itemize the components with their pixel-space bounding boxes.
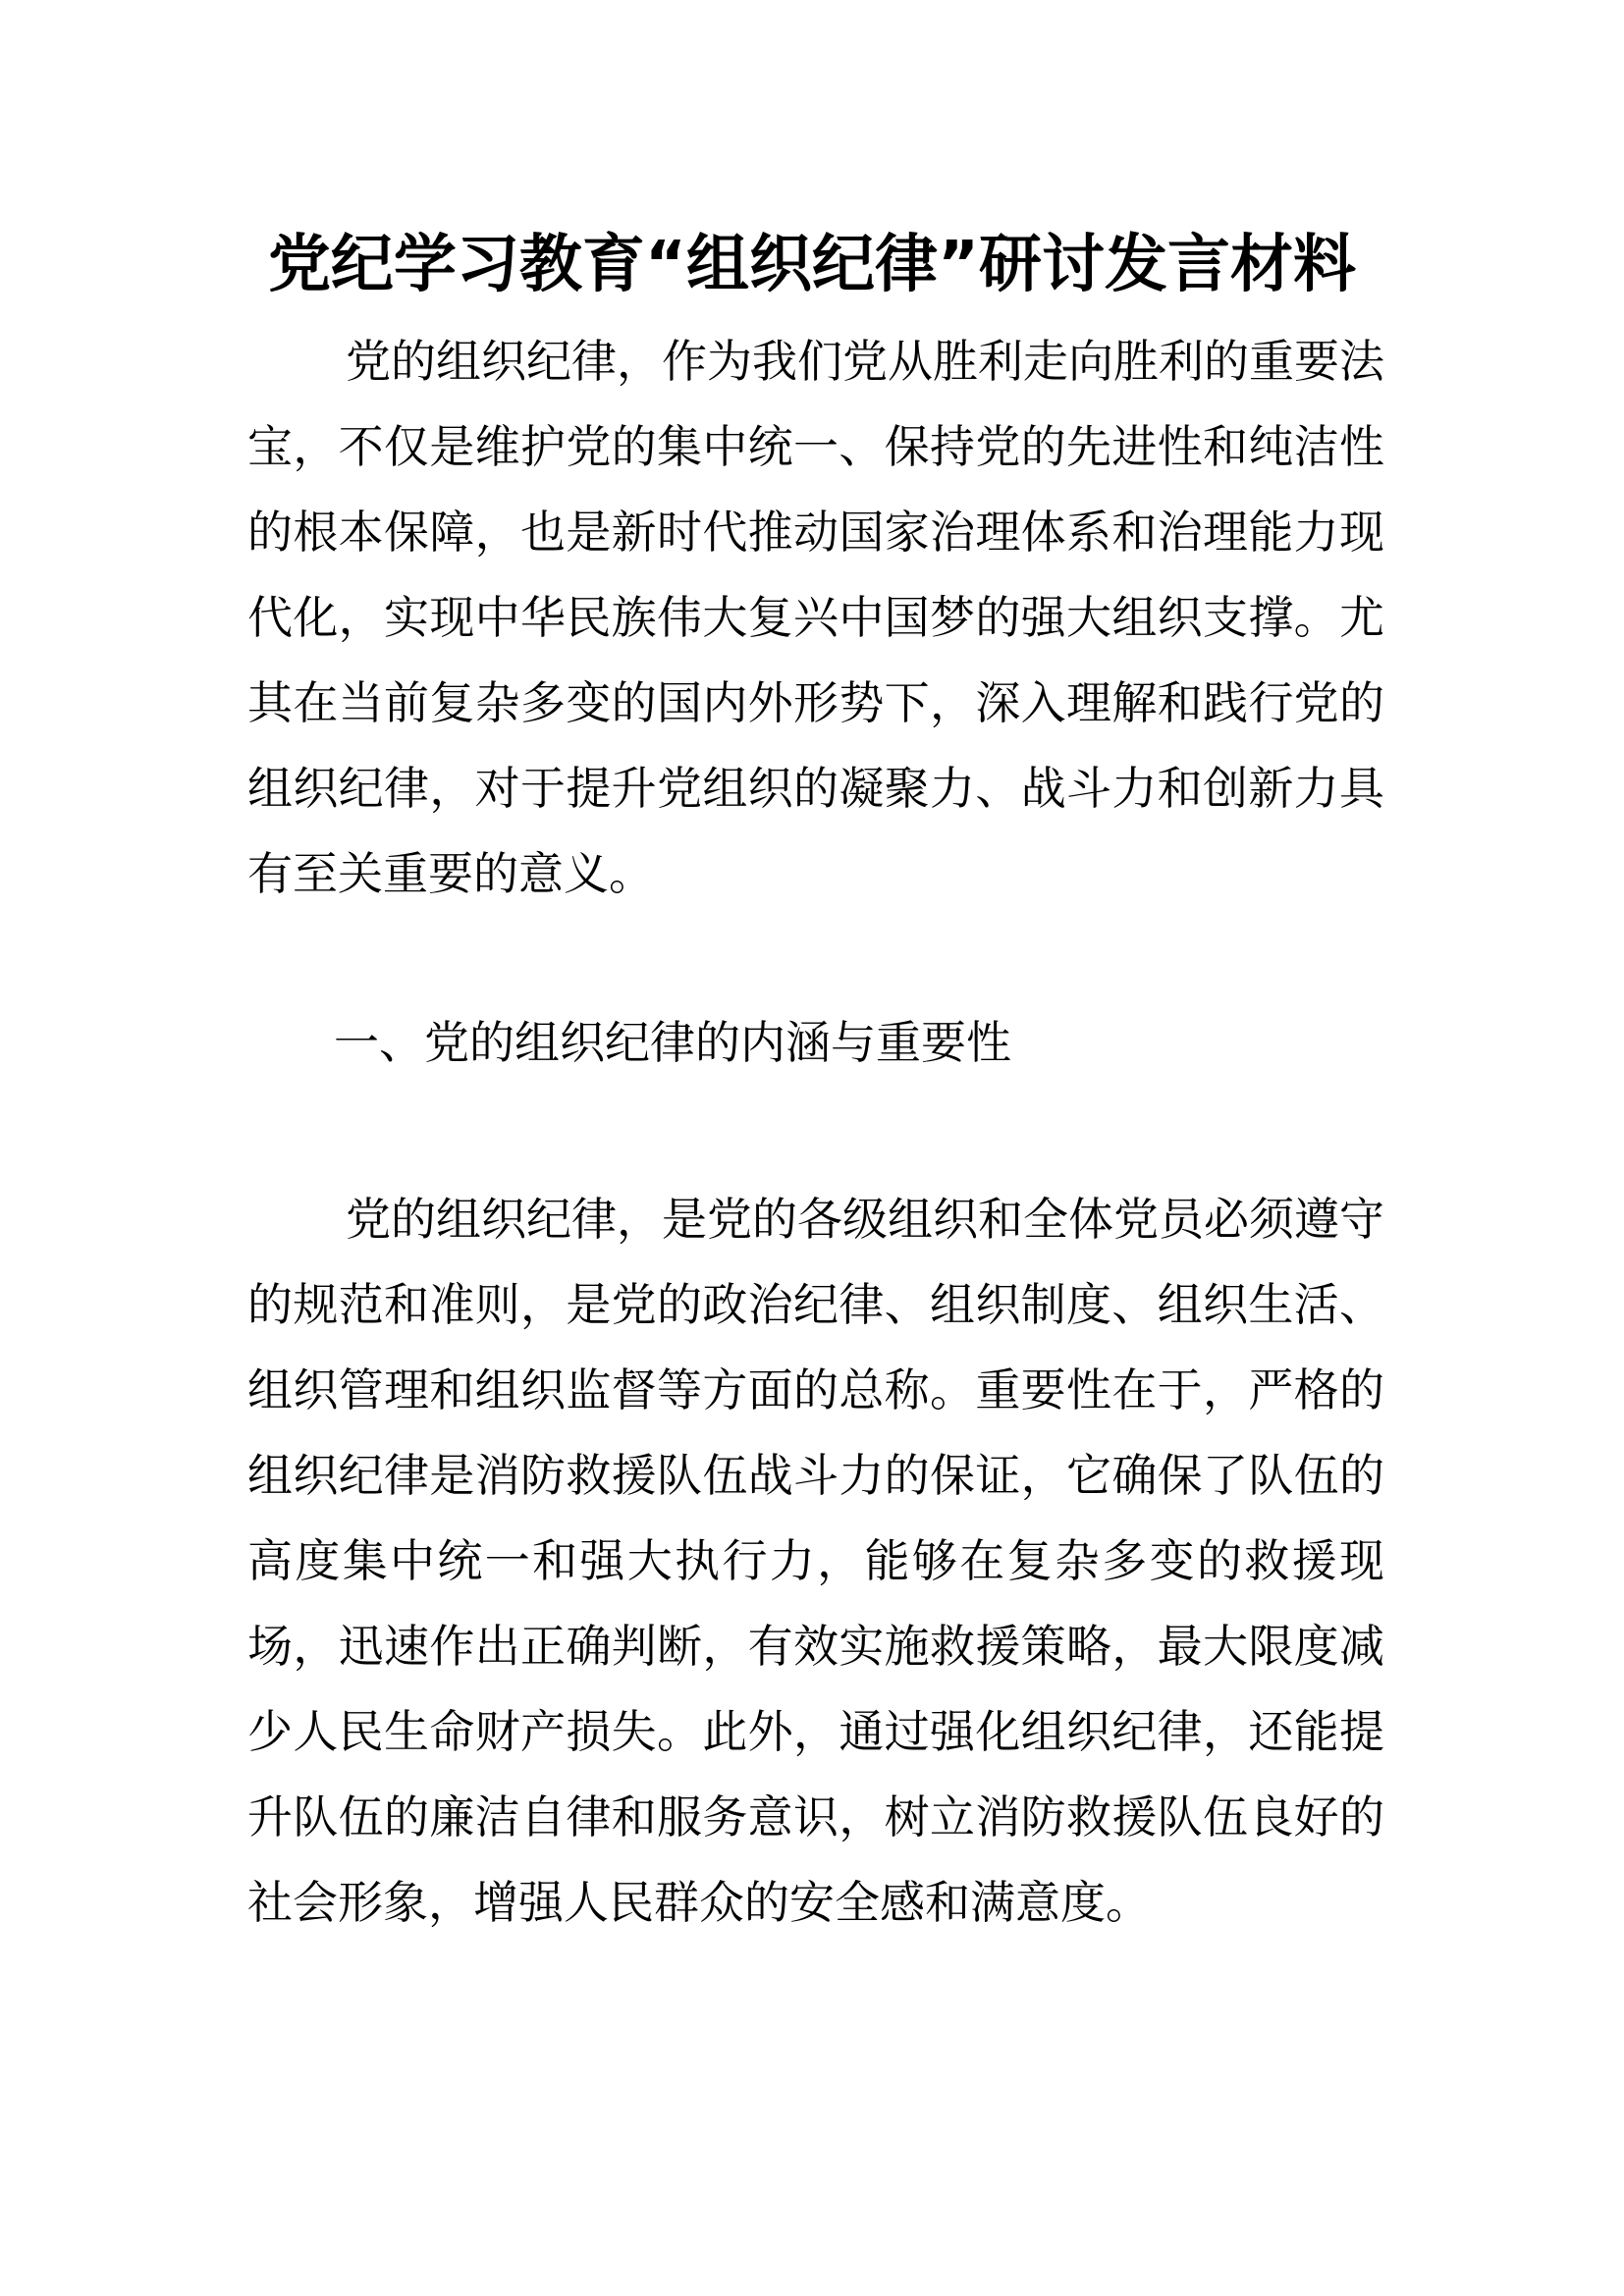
paragraph-line: 党的组织纪律，作为我们党从胜利走向胜利的重要法 [346,335,1384,388]
paragraph-line: 组织管理和组织监督等方面的总称。重要性在于，严格的 [247,1363,1384,1416]
paragraph-line: 的根本保障，也是新时代推动国家治理体系和治理能力现 [247,506,1384,559]
paragraph-line: 组织纪律，对于提升党组织的凝聚力、战斗力和创新力具 [247,762,1384,815]
paragraph-line: 社会形象，增强人民群众的安全感和满意度。 [247,1876,1151,1929]
paragraph-line: 场，迅速作出正确判断，有效实施救援策略，最大限度减 [247,1620,1384,1673]
paragraph-line: 党的组织纪律，是党的各级组织和全体党员必须遵守 [346,1193,1384,1246]
paragraph-line: 其在当前复杂多变的国内外形势下，深入理解和践行党的 [247,676,1384,729]
paragraph-line: 升队伍的廉洁自律和服务意识，树立消防救援队伍良好的 [247,1790,1384,1843]
section-heading: 一、党的组织纪律的内涵与重要性 [334,1016,1011,1069]
paragraph-line: 有至关重要的意义。 [247,847,654,900]
paragraph-line: 的规范和准则，是党的政治纪律、组织制度、组织生活、 [247,1278,1384,1331]
paragraph-line: 组织纪律是消防救援队伍战斗力的保证，它确保了队伍的 [247,1449,1384,1502]
intro-paragraph [247,319,1384,917]
paragraph-line: 代化，实现中华民族伟大复兴中国梦的强大组织支撑。尤 [247,591,1384,644]
document-title: 党纪学习教育“组织纪律”研讨发言材料 [267,229,1357,301]
section-paragraph [247,1177,1384,1946]
paragraph-line: 高度集中统一和强大执行力，能够在复杂多变的救援现 [247,1534,1384,1587]
paragraph-line: 宝，不仅是维护党的集中统一、保持党的先进性和纯洁性 [247,420,1384,473]
paragraph-line: 少人民生命财产损失。此外，通过强化组织纪律，还能提 [247,1705,1384,1758]
